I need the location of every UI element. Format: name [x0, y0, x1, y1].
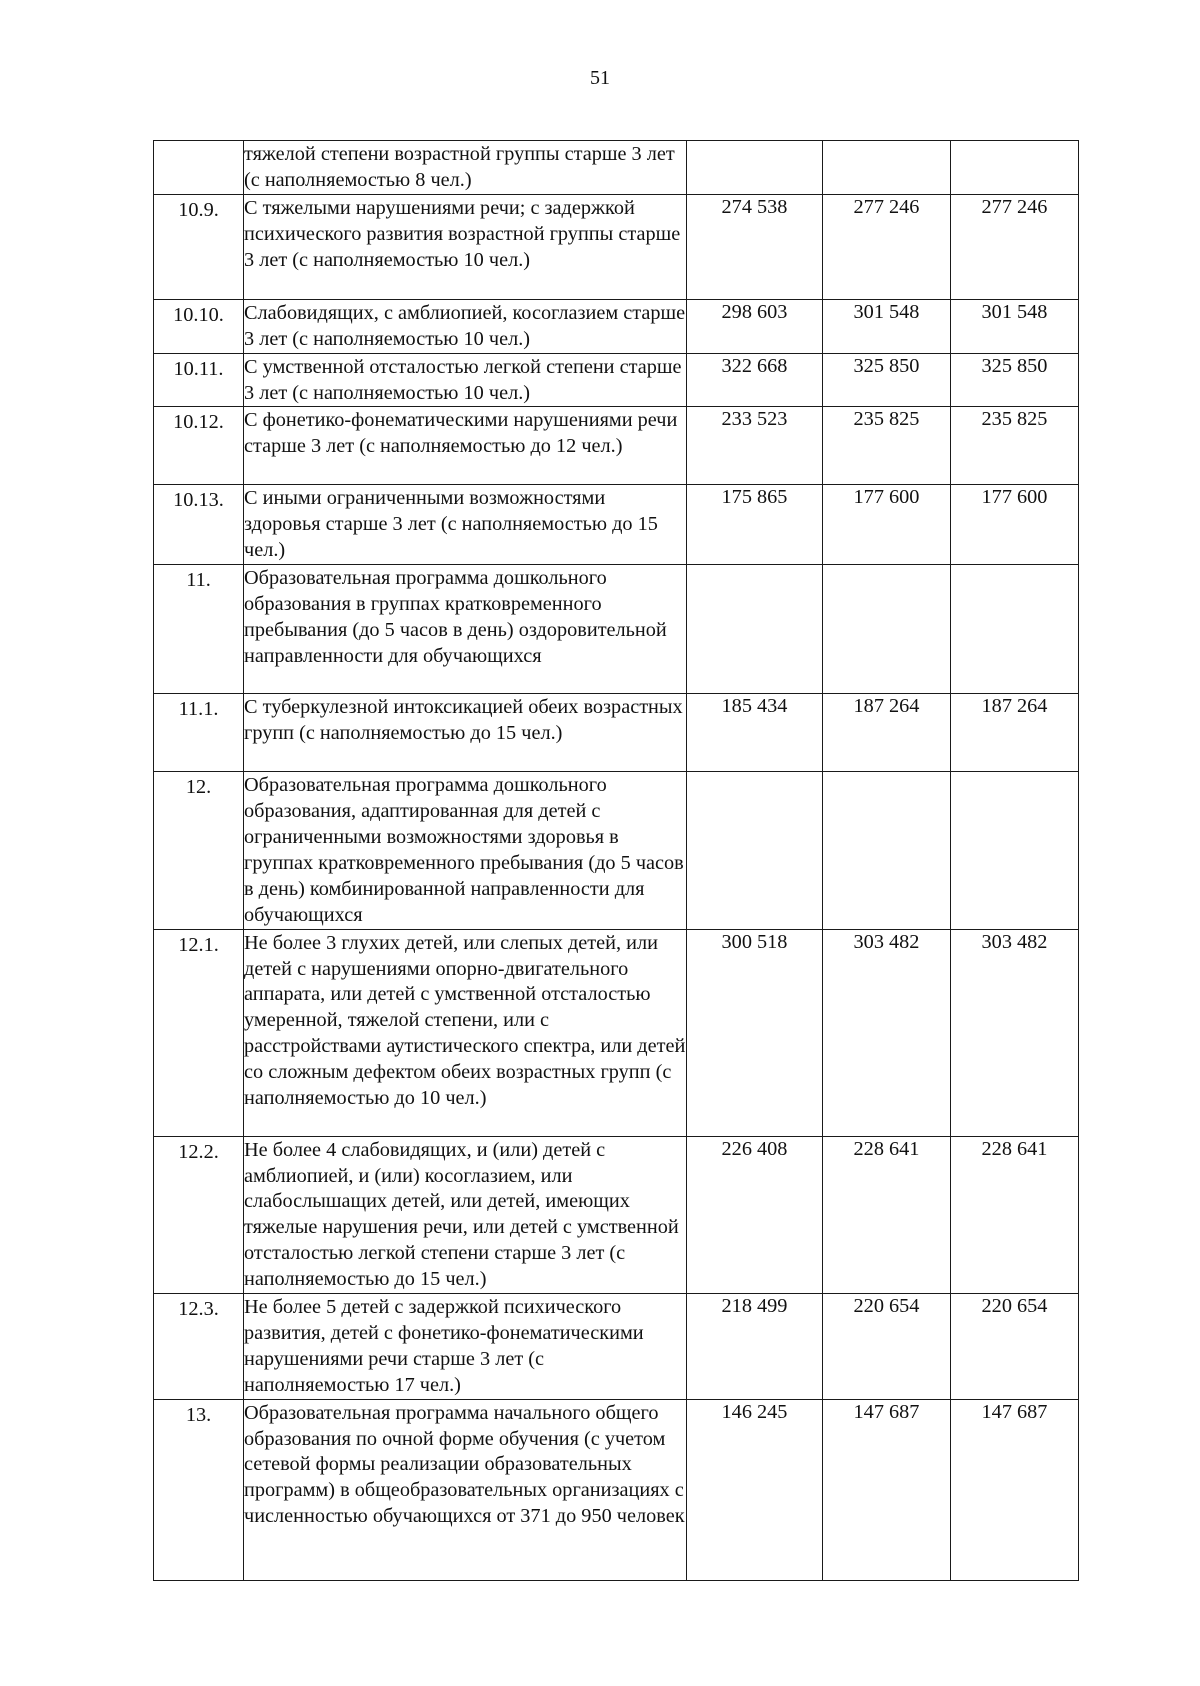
row-description-cell	[244, 929, 687, 1136]
value-cell-2: 177 600	[823, 485, 951, 565]
row-description: С туберкулезной интоксикацией обеих возрастных групп (с наполняемостью до 15 чел.)	[244, 696, 683, 745]
row-description: С фонетико-фонематическими нарушениями речи старше 3 лет (с наполняемостью до 12 чел.)	[244, 409, 678, 458]
value-cell-3: 147 687	[951, 1399, 1079, 1580]
row-number-cell	[154, 929, 244, 1136]
row-number: 13.	[185, 1403, 212, 1426]
row-number-cell	[154, 299, 244, 353]
row-description: Не более 4 слабовидящих, и (или) детей с амблиопией, и (или) косоглазием, или слабослышащих детей, или детей, имеющих тяжелые нарушения речи, или детей с умственной отсталостью легкой степени старше 3 лет (с наполняемостью до 15 чел.)	[244, 1138, 679, 1291]
row-description-cell	[244, 1399, 687, 1580]
row-number: 10.13.	[173, 489, 224, 512]
table-row	[154, 485, 1079, 565]
row-number: 12.3.	[178, 1298, 219, 1321]
value-cell-2: 235 825	[823, 407, 951, 485]
table-row	[154, 694, 1079, 772]
value-cell-3: 301 548	[951, 299, 1079, 353]
row-number-cell	[154, 1399, 244, 1580]
value-cell-3: 325 850	[951, 353, 1079, 407]
value-cell-2: 228 641	[823, 1136, 951, 1293]
value-cell-3	[951, 141, 1079, 195]
row-number-cell	[154, 1294, 244, 1400]
row-description-cell	[244, 1294, 687, 1400]
value-cell-1: 298 603	[687, 299, 823, 353]
row-description-cell	[244, 353, 687, 407]
value-cell-1: 233 523	[687, 407, 823, 485]
page-number: 51	[590, 67, 610, 89]
table-row	[154, 299, 1079, 353]
row-description: Слабовидящих, с амблиопией, косоглазием старше 3 лет (с наполняемостью 10 чел.)	[244, 301, 686, 350]
row-description-cell	[244, 141, 687, 195]
row-number: 12.2.	[178, 1140, 219, 1163]
value-cell-1	[687, 772, 823, 929]
row-number-cell	[154, 565, 244, 694]
value-cell-2: 220 654	[823, 1294, 951, 1400]
row-description-cell	[244, 407, 687, 485]
row-number: 12.1.	[178, 933, 219, 956]
table-row	[154, 353, 1079, 407]
value-cell-1: 274 538	[687, 194, 823, 299]
value-cell-1: 146 245	[687, 1399, 823, 1580]
row-number: 10.11.	[173, 357, 224, 380]
value-cell-1: 322 668	[687, 353, 823, 407]
table-row	[154, 1136, 1079, 1293]
row-description: С тяжелыми нарушениями речи; с задержкой психического развития возрастной группы старше 3 лет (с наполняемостью 10 чел.)	[244, 196, 681, 271]
value-cell-3	[951, 772, 1079, 929]
row-description-cell	[244, 694, 687, 772]
row-description-cell	[244, 485, 687, 565]
value-cell-3: 187 264	[951, 694, 1079, 772]
row-description: Не более 5 детей с задержкой психического развития, детей с фонетико-фонематическими нарушениями речи старше 3 лет (с наполняемостью 17 чел.)	[244, 1296, 644, 1396]
row-number: 11.	[186, 569, 211, 592]
value-cell-1	[687, 565, 823, 694]
value-cell-2: 303 482	[823, 929, 951, 1136]
row-description: Не более 3 глухих детей, или слепых детей, или детей с нарушениями опорно-двигательного аппарата, или детей с умственной отсталостью умеренной, тяжелой степени, или с расстройствами аутистического спектра, или детей со сложным дефектом обеих возрастных групп (с наполняемостью до 10 чел.)	[244, 931, 686, 1110]
row-number-cell	[154, 694, 244, 772]
value-cell-3: 228 641	[951, 1136, 1079, 1293]
row-description-cell	[244, 299, 687, 353]
row-description-cell	[244, 772, 687, 929]
row-number-cell	[154, 1136, 244, 1293]
table-row	[154, 565, 1079, 694]
row-description-cell	[244, 565, 687, 694]
row-number-cell	[154, 194, 244, 299]
row-number-cell	[154, 353, 244, 407]
row-number: 10.12.	[173, 411, 224, 434]
value-cell-1: 175 865	[687, 485, 823, 565]
value-cell-1	[687, 141, 823, 195]
row-description-cell	[244, 1136, 687, 1293]
row-number-cell	[154, 407, 244, 485]
row-number	[154, 141, 243, 144]
value-cell-2: 187 264	[823, 694, 951, 772]
value-cell-1: 226 408	[687, 1136, 823, 1293]
value-cell-3	[951, 565, 1079, 694]
row-description: С умственной отсталостью легкой степени старше 3 лет (с наполняемостью 10 чел.)	[244, 355, 682, 404]
value-cell-1: 300 518	[687, 929, 823, 1136]
value-cell-2	[823, 565, 951, 694]
row-description-cell	[244, 194, 687, 299]
row-number: 10.9.	[178, 198, 219, 221]
row-number-cell	[154, 772, 244, 929]
value-cell-3: 177 600	[951, 485, 1079, 565]
row-number: 11.1.	[178, 698, 219, 721]
row-description: С иными ограниченными возможностями здоровья старше 3 лет (с наполняемостью до 15 чел.)	[244, 487, 658, 562]
row-description: тяжелой степени возрастной группы старше 3 лет (с наполняемостью 8 чел.)	[244, 143, 675, 191]
row-description: Образовательная программа дошкольного образования в группах кратковременного пребывания (до 5 часов в день) оздоровительной направленности для обучающихся	[244, 567, 667, 667]
tariff-table	[153, 140, 1079, 1581]
value-cell-3: 235 825	[951, 407, 1079, 485]
row-number: 12.	[185, 776, 212, 799]
value-cell-2: 325 850	[823, 353, 951, 407]
value-cell-2: 277 246	[823, 194, 951, 299]
row-number-cell	[154, 141, 244, 195]
value-cell-3: 277 246	[951, 194, 1079, 299]
row-number: 10.10.	[173, 303, 224, 326]
table-row	[154, 407, 1079, 485]
table-row	[154, 1399, 1079, 1580]
value-cell-1: 218 499	[687, 1294, 823, 1400]
value-cell-2	[823, 772, 951, 929]
table-row	[154, 194, 1079, 299]
table-row	[154, 929, 1079, 1136]
table-row	[154, 141, 1079, 195]
value-cell-1: 185 434	[687, 694, 823, 772]
value-cell-3: 220 654	[951, 1294, 1079, 1400]
row-description: Образовательная программа дошкольного образования, адаптированная для детей с ограниченными возможностями здоровья в группах кратковременного пребывания (до 5 часов в день) комбинированной направленности для обучающихся	[244, 774, 684, 926]
table-row	[154, 1294, 1079, 1400]
value-cell-3: 303 482	[951, 929, 1079, 1136]
table-row	[154, 772, 1079, 929]
value-cell-2	[823, 141, 951, 195]
row-number-cell	[154, 485, 244, 565]
value-cell-2: 147 687	[823, 1399, 951, 1580]
value-cell-2: 301 548	[823, 299, 951, 353]
row-description: Образовательная программа начального общего образования по очной форме обучения (с учетом сетевой формы реализации образовательных программ) в общеобразовательных организациях с численностью обучающихся от 371 до 950 человек	[244, 1401, 685, 1528]
